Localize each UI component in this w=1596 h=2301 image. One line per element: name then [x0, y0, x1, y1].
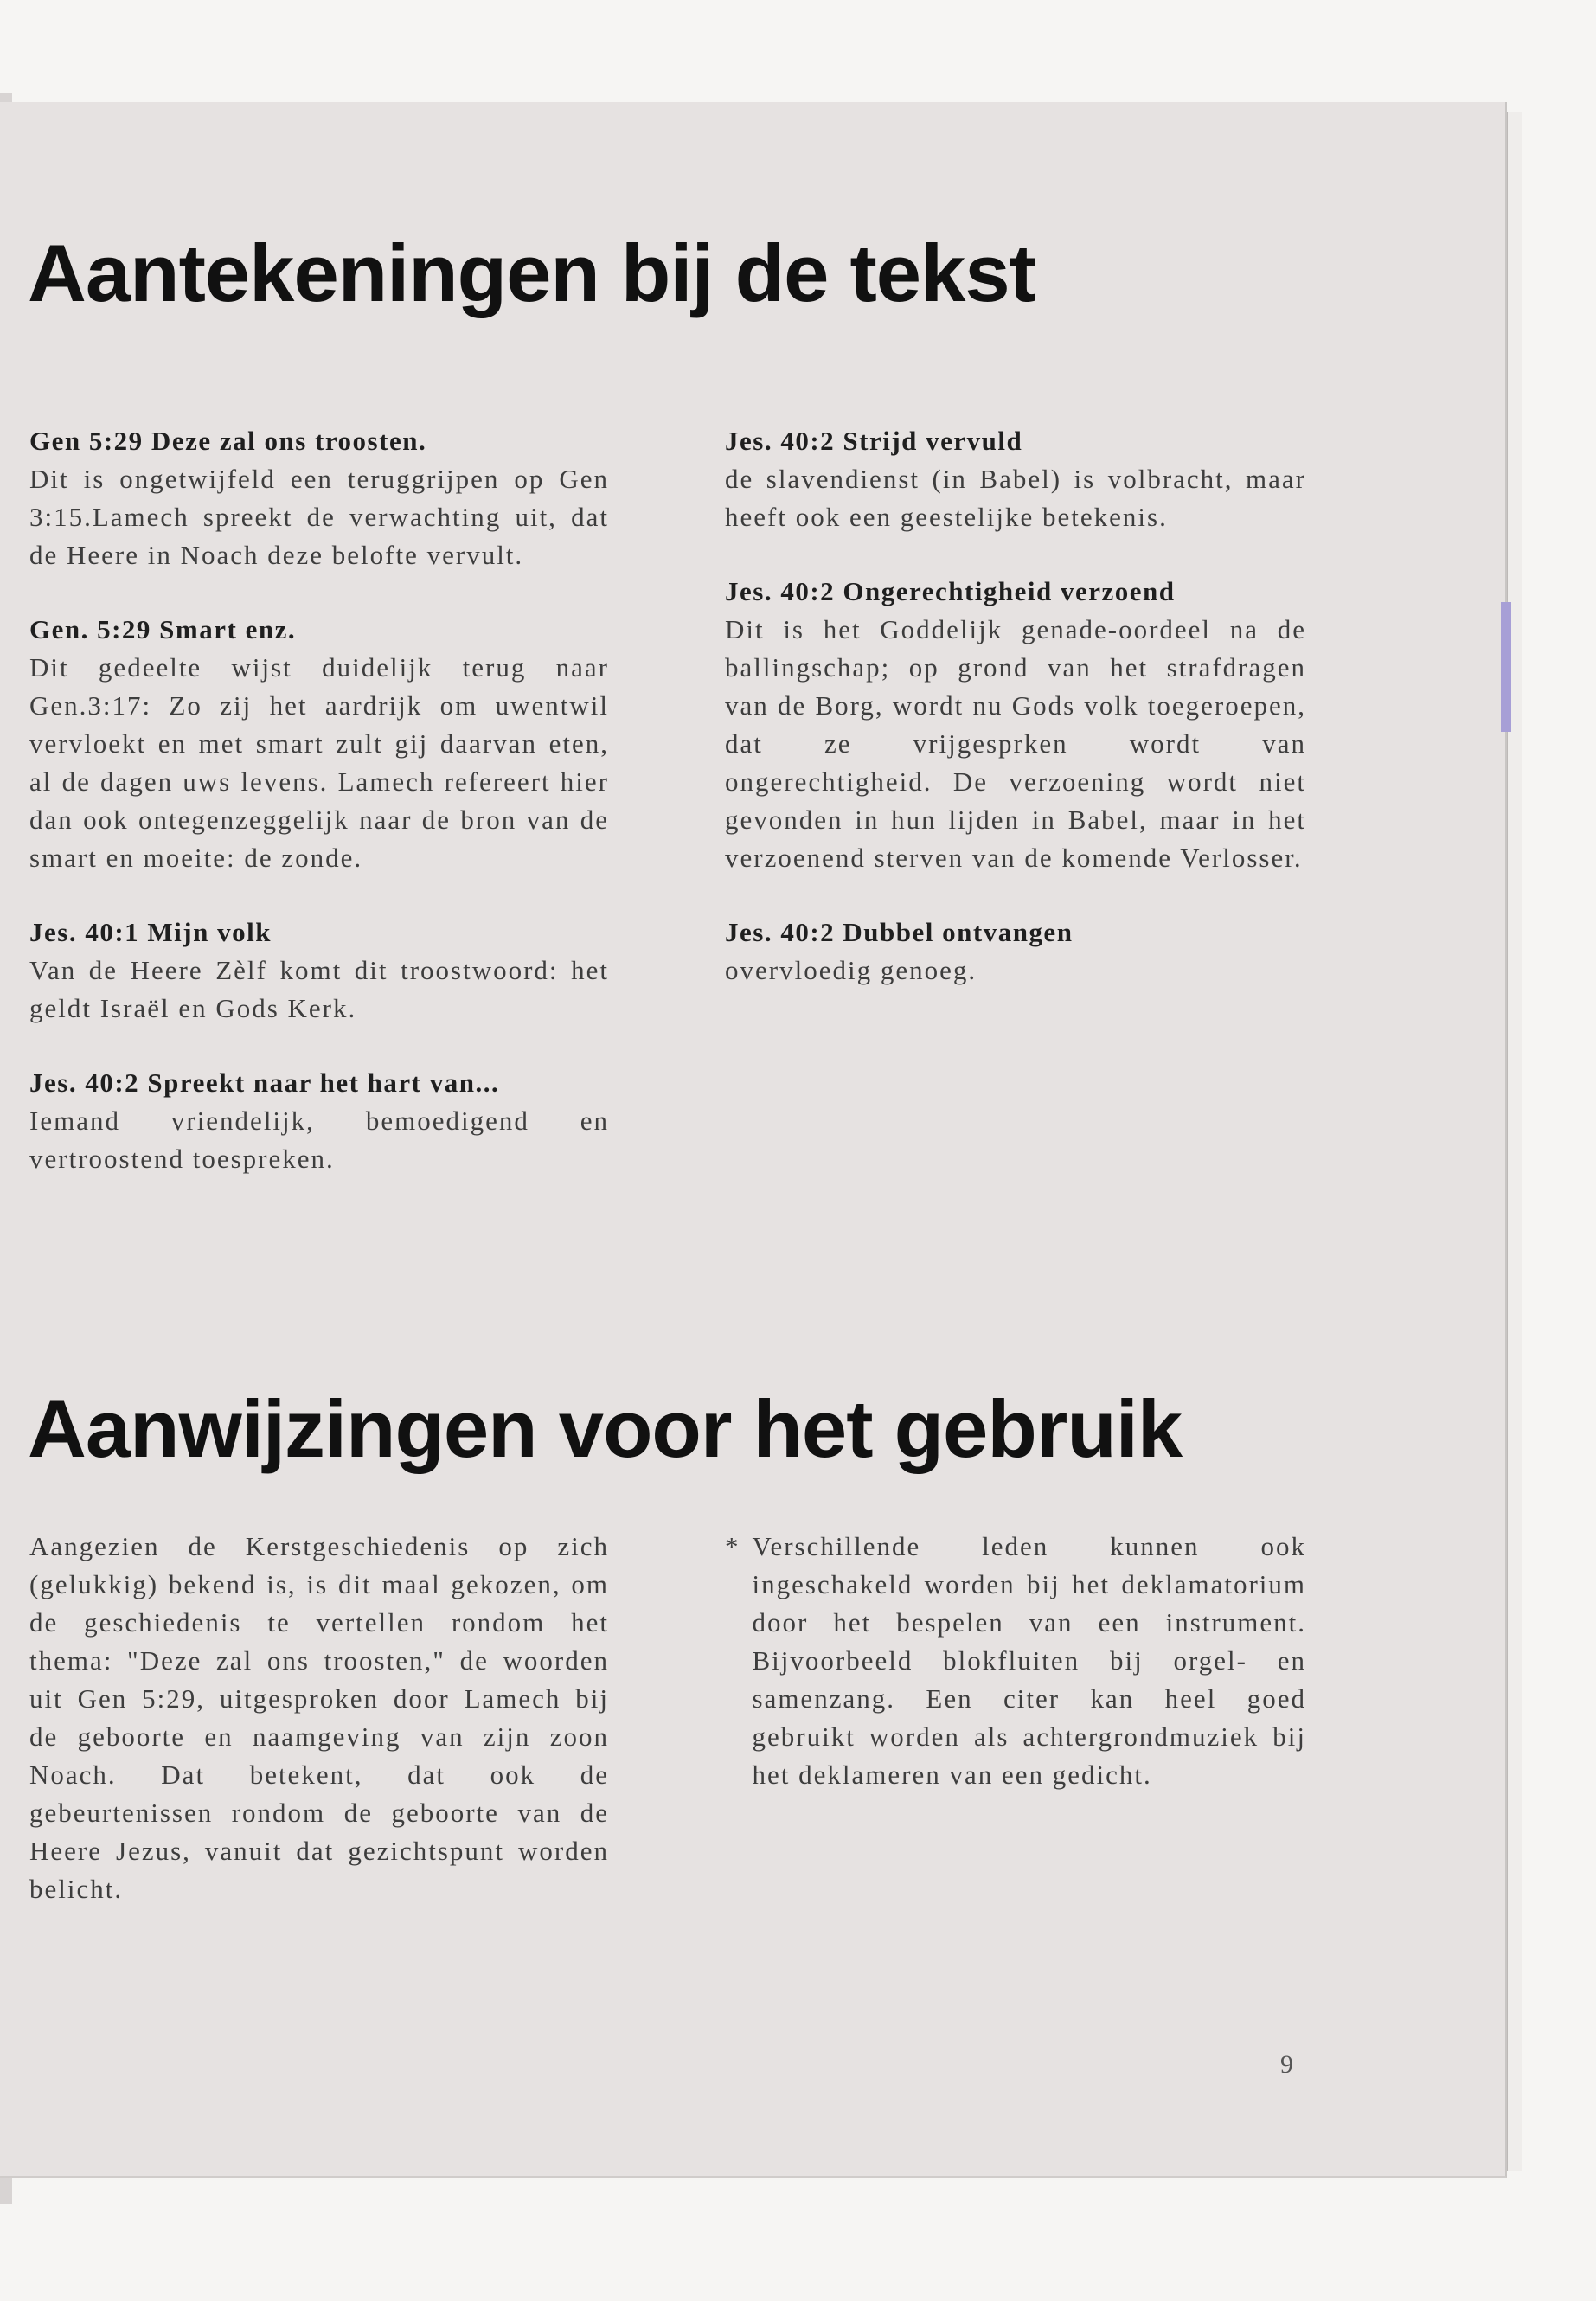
note-text: overvloedig genoeg.: [725, 955, 977, 985]
usage-right-column: [725, 1528, 1306, 1794]
note-entry: [29, 611, 609, 877]
note-entry: [29, 422, 609, 574]
note-reference: Gen. 5:29 Smart enz.: [29, 614, 297, 644]
note-reference: Jes. 40:2 Spreekt naar het hart van...: [29, 1067, 500, 1098]
note-text: Van de Heere Zèlf komt dit troostwoord: het geldt Israël en Gods Kerk.: [29, 955, 609, 1023]
heading-usage: Aanwijzingen voor het gebruik: [28, 1383, 1183, 1474]
usage-note: [725, 1528, 1306, 1794]
page-number: 9: [1280, 2050, 1293, 2079]
color-tab-marker: [1501, 602, 1511, 732]
note-text: Dit gedeelte wijst duidelijk terug naar Gen.3:17: Zo zij het aardrijk om uwentwil vervloekt en met smart zult gij daarvan eten, al de dagen uws levens. Lamech refereert hier dan ook ontegenzeggelijk naar de bron van de smart en moeite: de zonde.: [29, 652, 609, 873]
note-text: Iemand vriendelijk, bemoedigend en vertroostend toespreken.: [29, 1106, 609, 1174]
usage-left-column: [29, 1528, 609, 1908]
note-entry: [725, 573, 1306, 877]
note-text: Dit is ongetwijfeld een teruggrijpen op Gen 3:15.Lamech spreekt de verwachting uit, dat de Heere in Noach deze belofte vervult.: [29, 464, 609, 570]
note-text: Dit is het Goddelijk genade-oordeel na de ballingschap; op grond van het strafdragen van de Borg, wordt nu Gods volk toegeroepen, dat ze vrijgesprken wordt van ongerechtigheid. De verzoening wordt niet gevonden in hun lijden in Babel, maar in het verzoenend sterven van de komende Verlosser.: [725, 614, 1306, 873]
note-entry: [725, 422, 1306, 536]
usage-note-text: Verschillende leden kunnen ook ingeschakeld worden bij het deklamatorium door het bespelen van een instrument. Bijvoorbeeld blokfluiten bij orgel- en samenzang. Een citer kan heel goed gebruikt worden als achtergrondmuziek bij het deklameren van een gedicht.: [752, 1531, 1306, 1790]
usage-paragraph: Aangezien de Kerstgeschiedenis op zich (gelukkig) bekend is, is dit maal gekozen, om de geschiedenis te vertellen rondom het thema: "Deze zal ons troosten," de woorden uit Gen 5:29, uitgesproken door Lamech bij de geboorte en naamgeving van zijn zoon Noach. Dat betekent, dat ook de gebeurtenissen rondom de geboorte van de Heere Jezus, vanuit dat gezichtspunt worden belicht.: [29, 1531, 609, 1904]
note-entry: [29, 913, 609, 1028]
page-edge: [1507, 112, 1522, 2171]
asterisk-marker: *: [725, 1531, 740, 1561]
note-reference: Gen 5:29 Deze zal ons troosten.: [29, 426, 427, 456]
note-entry: [725, 913, 1306, 990]
heading-notes: Aantekeningen bij de tekst: [28, 228, 1035, 318]
note-reference: Jes. 40:1 Mijn volk: [29, 917, 272, 947]
notes-left-column: [29, 422, 609, 1215]
notes-right-column: [725, 422, 1306, 1026]
note-entry: [29, 1064, 609, 1178]
note-reference: Jes. 40:2 Strijd vervuld: [725, 426, 1023, 456]
note-reference: Jes. 40:2 Ongerechtigheid verzoend: [725, 576, 1176, 606]
note-text: de slavendienst (in Babel) is volbracht, maar heeft ook een geestelijke betekenis.: [725, 464, 1306, 532]
note-reference: Jes. 40:2 Dubbel ontvangen: [725, 917, 1074, 947]
